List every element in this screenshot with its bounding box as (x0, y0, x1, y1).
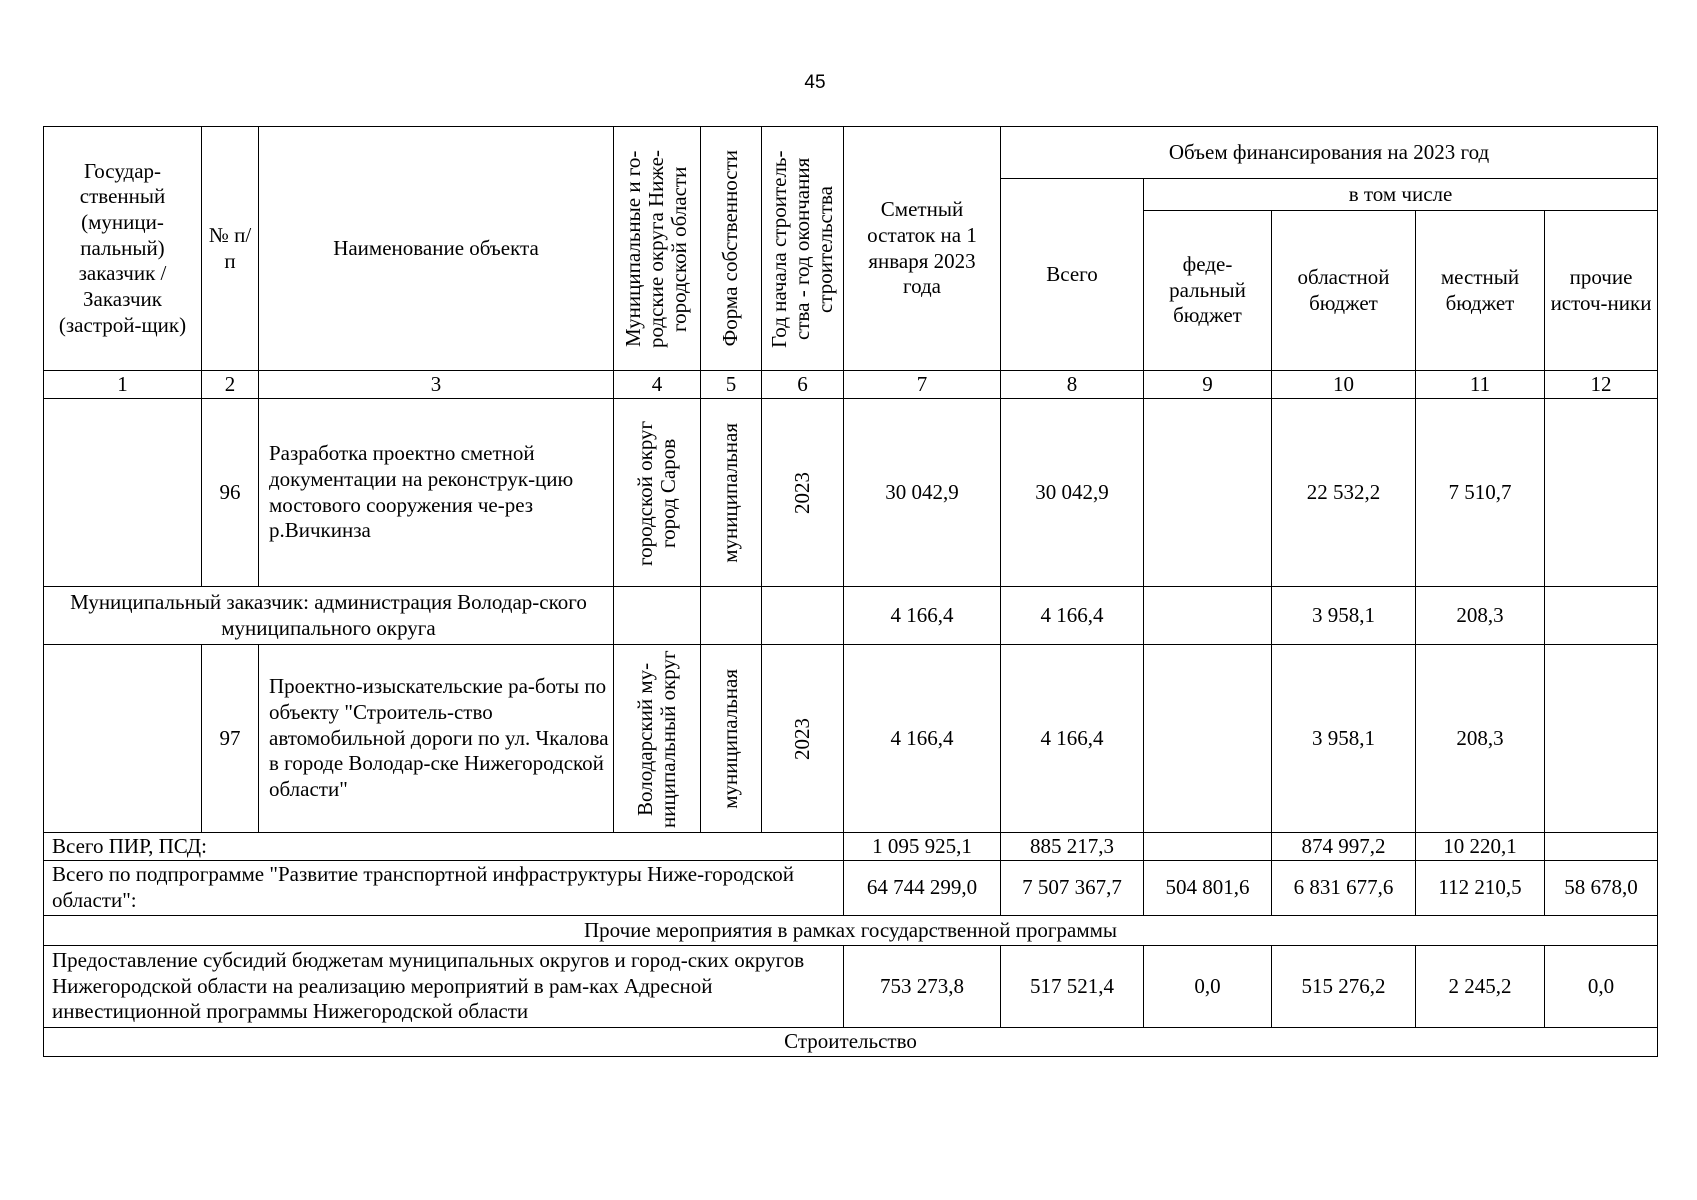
pir-total-total: 885 217,3 (1001, 833, 1144, 861)
customer-empty (701, 587, 762, 645)
table-row-96 (44, 399, 1658, 587)
subsidies-regional: 515 276,2 (1272, 946, 1416, 1028)
subsidies-label: Предоставление субсидий бюджетам муниципальных округов и город-ских округов Нижегородской области на реализацию мероприятий в рам-ках Адресной инвестиционной программы Нижегородской области (44, 946, 844, 1028)
header-district-text: Муниципальные и го-родские округа Ниже-городской области (621, 149, 692, 348)
row97-federal (1144, 645, 1272, 833)
customer-empty (614, 587, 701, 645)
header-customer: Государ-ственный (муници-пальный) заказчик / Заказчик (застрой-щик) (44, 127, 202, 371)
header-other: прочие источ-ники (1545, 211, 1658, 371)
customer-label: Муниципальный заказчик: администрация Володар-ского муниципального округа (44, 587, 614, 645)
column-number: 10 (1272, 371, 1416, 399)
subprogram-total-other: 58 678,0 (1545, 861, 1658, 916)
customer-balance: 4 166,4 (844, 587, 1001, 645)
header-regional: областной бюджет (1272, 211, 1416, 371)
row96-district (614, 399, 701, 587)
pir-total-regional: 874 997,2 (1272, 833, 1416, 861)
pir-total-label: Всего ПИР, ПСД: (44, 833, 844, 861)
row97-district-text: Володарский му-ниципальный округ (632, 649, 680, 828)
column-number: 9 (1144, 371, 1272, 399)
subprogram-total-regional: 6 831 677,6 (1272, 861, 1416, 916)
header-district (614, 127, 701, 371)
row97-object-name: Проектно-изыскательские ра-боты по объекту "Строитель-ство автомобильной дороги по ул. Чкалова в городе Володар-ске Нижегородской области" (259, 645, 614, 833)
row97-regional: 3 958,1 (1272, 645, 1416, 833)
row96-ownership-text: муниципальная (718, 422, 743, 563)
pir-total-other (1545, 833, 1658, 861)
subprogram-total-row (44, 861, 1658, 916)
header-ownership-text: Форма собственности (718, 150, 743, 347)
construction-heading: Строительство (44, 1028, 1658, 1057)
pir-total-local: 10 220,1 (1416, 833, 1545, 861)
column-number: 6 (762, 371, 844, 399)
row97-other (1545, 645, 1658, 833)
customer-federal (1144, 587, 1272, 645)
header-object-name: Наименование объекта (259, 127, 614, 371)
header-balance: Сметный остаток на 1 января 2023 года (844, 127, 1001, 371)
customer-empty (762, 587, 844, 645)
subprogram-total-local: 112 210,5 (1416, 861, 1545, 916)
subsidies-local: 2 245,2 (1416, 946, 1545, 1028)
customer-local: 208,3 (1416, 587, 1545, 645)
column-numbers-row (44, 371, 1658, 399)
row97-number: 97 (202, 645, 259, 833)
row96-total: 30 042,9 (1001, 399, 1144, 587)
column-number: 12 (1545, 371, 1658, 399)
header-years-text: Год начала строитель-ства - год окончания строительства (766, 149, 838, 348)
column-number: 5 (701, 371, 762, 399)
row97-total: 4 166,4 (1001, 645, 1144, 833)
customer-other (1545, 587, 1658, 645)
other-activities-row (44, 916, 1658, 946)
row96-local: 7 510,7 (1416, 399, 1545, 587)
header-years (762, 127, 844, 371)
column-number: 11 (1416, 371, 1545, 399)
column-number: 7 (844, 371, 1001, 399)
row96-year (762, 399, 844, 587)
header-local: местный бюджет (1416, 211, 1545, 371)
row96-federal (1144, 399, 1272, 587)
header-federal: феде-ральный бюджет (1144, 211, 1272, 371)
row97-ownership (701, 645, 762, 833)
financing-table (43, 126, 1658, 1057)
header-total: Всего (1001, 179, 1144, 371)
customer-regional: 3 958,1 (1272, 587, 1416, 645)
row97-ownership-text: муниципальная (718, 668, 743, 809)
row96-customer (44, 399, 202, 587)
subsidies-row (44, 946, 1658, 1028)
row96-year-text: 2023 (789, 471, 814, 514)
subsidies-other: 0,0 (1545, 946, 1658, 1028)
row97-year (762, 645, 844, 833)
table-row-97 (44, 645, 1658, 833)
subprogram-total-balance: 64 744 299,0 (844, 861, 1001, 916)
header-ownership (701, 127, 762, 371)
subprogram-total-federal: 504 801,6 (1144, 861, 1272, 916)
row96-balance: 30 042,9 (844, 399, 1001, 587)
header-financing: Объем финансирования на 2023 год (1001, 127, 1658, 179)
subprogram-total-total: 7 507 367,7 (1001, 861, 1144, 916)
row97-balance: 4 166,4 (844, 645, 1001, 833)
subsidies-federal: 0,0 (1144, 946, 1272, 1028)
customer-total: 4 166,4 (1001, 587, 1144, 645)
row96-district-text: городской округ город Саров (632, 419, 680, 566)
row96-other (1545, 399, 1658, 587)
pir-total-balance: 1 095 925,1 (844, 833, 1001, 861)
pir-total-row (44, 833, 1658, 861)
header-number: № п/п (202, 127, 259, 371)
customer-row (44, 587, 1658, 645)
row97-local: 208,3 (1416, 645, 1545, 833)
construction-row (44, 1028, 1658, 1057)
page-number: 45 (804, 72, 826, 93)
row96-regional: 22 532,2 (1272, 399, 1416, 587)
row97-district (614, 645, 701, 833)
header-including: в том числе (1144, 179, 1658, 211)
subsidies-total: 517 521,4 (1001, 946, 1144, 1028)
other-activities-heading: Прочие мероприятия в рамках государственной программы (44, 916, 1658, 946)
subsidies-balance: 753 273,8 (844, 946, 1001, 1028)
column-number: 1 (44, 371, 202, 399)
row96-number: 96 (202, 399, 259, 587)
column-number: 4 (614, 371, 701, 399)
column-number: 2 (202, 371, 259, 399)
row96-ownership (701, 399, 762, 587)
subprogram-total-label: Всего по подпрограмме "Развитие транспортной инфраструктуры Ниже-городской области": (44, 861, 844, 916)
row97-year-text: 2023 (789, 717, 814, 760)
pir-total-federal (1144, 833, 1272, 861)
column-number: 3 (259, 371, 614, 399)
row97-customer (44, 645, 202, 833)
row96-object-name: Разработка проектно сметной документации на реконструк-цию мостового сооружения че-рез р.Вичкинза (259, 399, 614, 587)
column-number: 8 (1001, 371, 1144, 399)
